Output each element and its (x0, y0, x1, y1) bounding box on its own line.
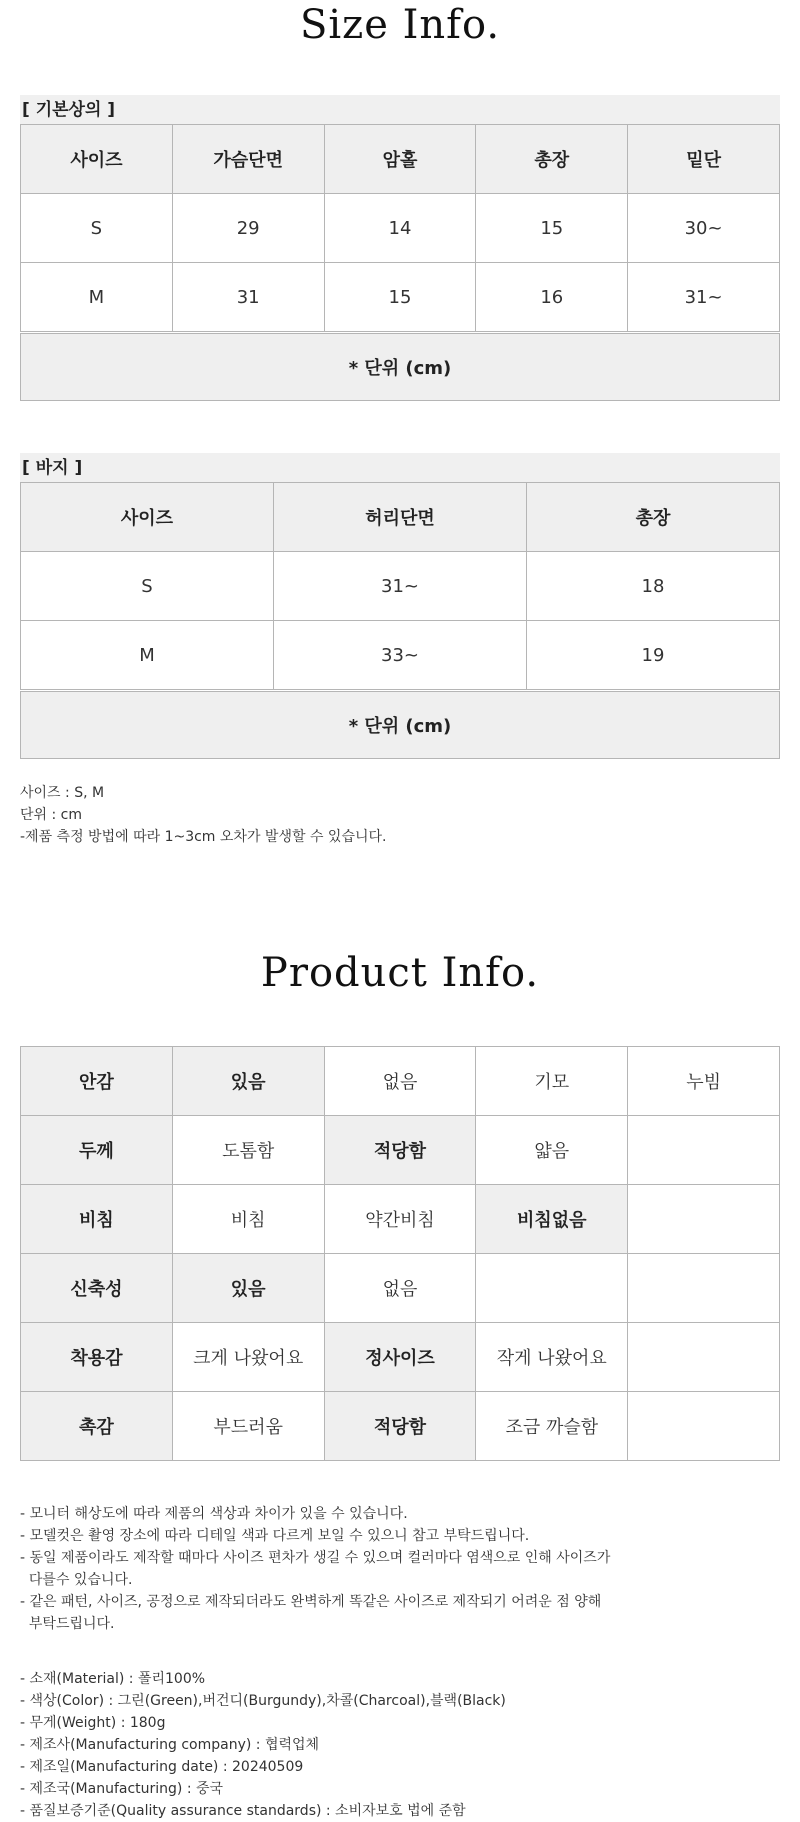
top-size-table (20, 124, 780, 401)
size-note-line: 사이즈 : S, M (20, 785, 105, 801)
spec-line: - 소재(Material) : 폴리100% (20, 1671, 206, 1687)
unit-note: * 단위 (cm) (21, 333, 780, 401)
product-option: 없음 (324, 1047, 476, 1116)
table-cell: 29 (172, 194, 324, 263)
table-cell: 31~ (628, 263, 780, 333)
table-cell: 33~ (274, 621, 527, 691)
pants-size-table (20, 482, 780, 759)
product-option: 적당함 (324, 1116, 476, 1185)
size-notes (20, 782, 386, 848)
product-option: 없음 (324, 1254, 476, 1323)
top-section-title-text: [ 기본상의 ] (22, 100, 116, 120)
notice-line: - 같은 패턴, 사이즈, 공정으로 제작되더라도 완벽하게 똑같은 사이즈로 제작되기 어려운 점 양해 (20, 1594, 602, 1610)
product-option: 도톰함 (172, 1116, 324, 1185)
table-row (21, 621, 780, 691)
product-row (21, 1047, 780, 1116)
table-row (21, 194, 780, 263)
table-cell: S (21, 194, 173, 263)
product-option (628, 1116, 780, 1185)
product-option: 기모 (476, 1047, 628, 1116)
table-header-row (21, 125, 780, 194)
unit-row (21, 691, 780, 759)
table-cell: M (21, 621, 274, 691)
product-option: 누빔 (628, 1047, 780, 1116)
product-notices (20, 1503, 610, 1635)
product-option: 정사이즈 (324, 1323, 476, 1392)
notice-line: - 동일 제품이라도 제작할 때마다 사이즈 편차가 생길 수 있으며 컬러마다 염색으로 인해 사이즈가 (20, 1550, 611, 1566)
spec-line: - 제조사(Manufacturing company) : 협력업체 (20, 1737, 320, 1753)
product-row-label: 비침 (21, 1185, 173, 1254)
product-option (628, 1254, 780, 1323)
table-header-cell: 사이즈 (21, 483, 274, 552)
product-info-table (20, 1046, 780, 1461)
product-row (21, 1323, 780, 1392)
table-cell: 18 (527, 552, 780, 621)
product-row (21, 1116, 780, 1185)
table-header-cell: 총장 (476, 125, 628, 194)
product-option: 약간비침 (324, 1185, 476, 1254)
product-option: 부드러움 (172, 1392, 324, 1461)
product-option (628, 1392, 780, 1461)
product-info-heading: Product Info. (260, 950, 540, 996)
product-option: 조금 까슬함 (476, 1392, 628, 1461)
spec-line: - 무게(Weight) : 180g (20, 1715, 166, 1731)
table-header-cell: 사이즈 (21, 125, 173, 194)
table-cell: 15 (324, 263, 476, 333)
table-cell: 14 (324, 194, 476, 263)
table-header-cell: 암홀 (324, 125, 476, 194)
top-section-title (20, 95, 780, 125)
product-row (21, 1254, 780, 1323)
spec-line: - 제조일(Manufacturing date) : 20240509 (20, 1759, 304, 1775)
product-option: 크게 나왔어요 (172, 1323, 324, 1392)
table-cell: 16 (476, 263, 628, 333)
product-row-label: 촉감 (21, 1392, 173, 1461)
table-cell: M (21, 263, 173, 333)
size-note-line: 단위 : cm (20, 807, 83, 823)
table-header-cell: 총장 (527, 483, 780, 552)
table-cell: 30~ (628, 194, 780, 263)
spec-line: - 제조국(Manufacturing) : 중국 (20, 1781, 224, 1797)
product-row (21, 1185, 780, 1254)
product-row-label: 신축성 (21, 1254, 173, 1323)
product-option: 있음 (172, 1254, 324, 1323)
table-cell: 19 (527, 621, 780, 691)
product-option (628, 1185, 780, 1254)
product-option: 얇음 (476, 1116, 628, 1185)
product-option: 비침 (172, 1185, 324, 1254)
notice-line: - 모니터 해상도에 따라 제품의 색상과 차이가 있을 수 있습니다. (20, 1506, 408, 1522)
product-row-label: 안감 (21, 1047, 173, 1116)
notice-line: 부탁드립니다. (20, 1616, 115, 1632)
table-header-cell: 가슴단면 (172, 125, 324, 194)
pants-section-title (20, 453, 780, 483)
table-cell: 15 (476, 194, 628, 263)
product-option (476, 1254, 628, 1323)
size-note-line: -제품 측정 방법에 따라 1~3cm 오차가 발생할 수 있습니다. (20, 829, 387, 845)
product-row (21, 1392, 780, 1461)
table-header-cell: 밑단 (628, 125, 780, 194)
unit-note: * 단위 (cm) (21, 691, 780, 759)
product-option: 적당함 (324, 1392, 476, 1461)
pants-section-title-text: [ 바지 ] (22, 458, 83, 478)
notice-line: 다를수 있습니다. (20, 1572, 133, 1588)
notice-line: - 모델컷은 촬영 장소에 따라 디테일 색과 다르게 보일 수 있으니 참고 부탁드립니다. (20, 1528, 530, 1544)
table-row (21, 263, 780, 333)
product-row-label: 착용감 (21, 1323, 173, 1392)
spec-line: - 품질보증기준(Quality assurance standards) : 소비자보호 법에 준함 (20, 1803, 466, 1819)
table-cell: 31~ (274, 552, 527, 621)
product-option: 작게 나왔어요 (476, 1323, 628, 1392)
table-row (21, 552, 780, 621)
product-option: 있음 (172, 1047, 324, 1116)
product-option (628, 1323, 780, 1392)
table-cell: S (21, 552, 274, 621)
size-info-heading: Size Info. (299, 2, 501, 48)
table-cell: 31 (172, 263, 324, 333)
table-header-cell: 허리단면 (274, 483, 527, 552)
product-row-label: 두께 (21, 1116, 173, 1185)
unit-row (21, 333, 780, 401)
product-specs (20, 1668, 506, 1822)
spec-line: - 색상(Color) : 그린(Green),버건디(Burgundy),차콜(Charcoal),블랙(Black) (20, 1693, 506, 1709)
table-header-row (21, 483, 780, 552)
product-option: 비침없음 (476, 1185, 628, 1254)
